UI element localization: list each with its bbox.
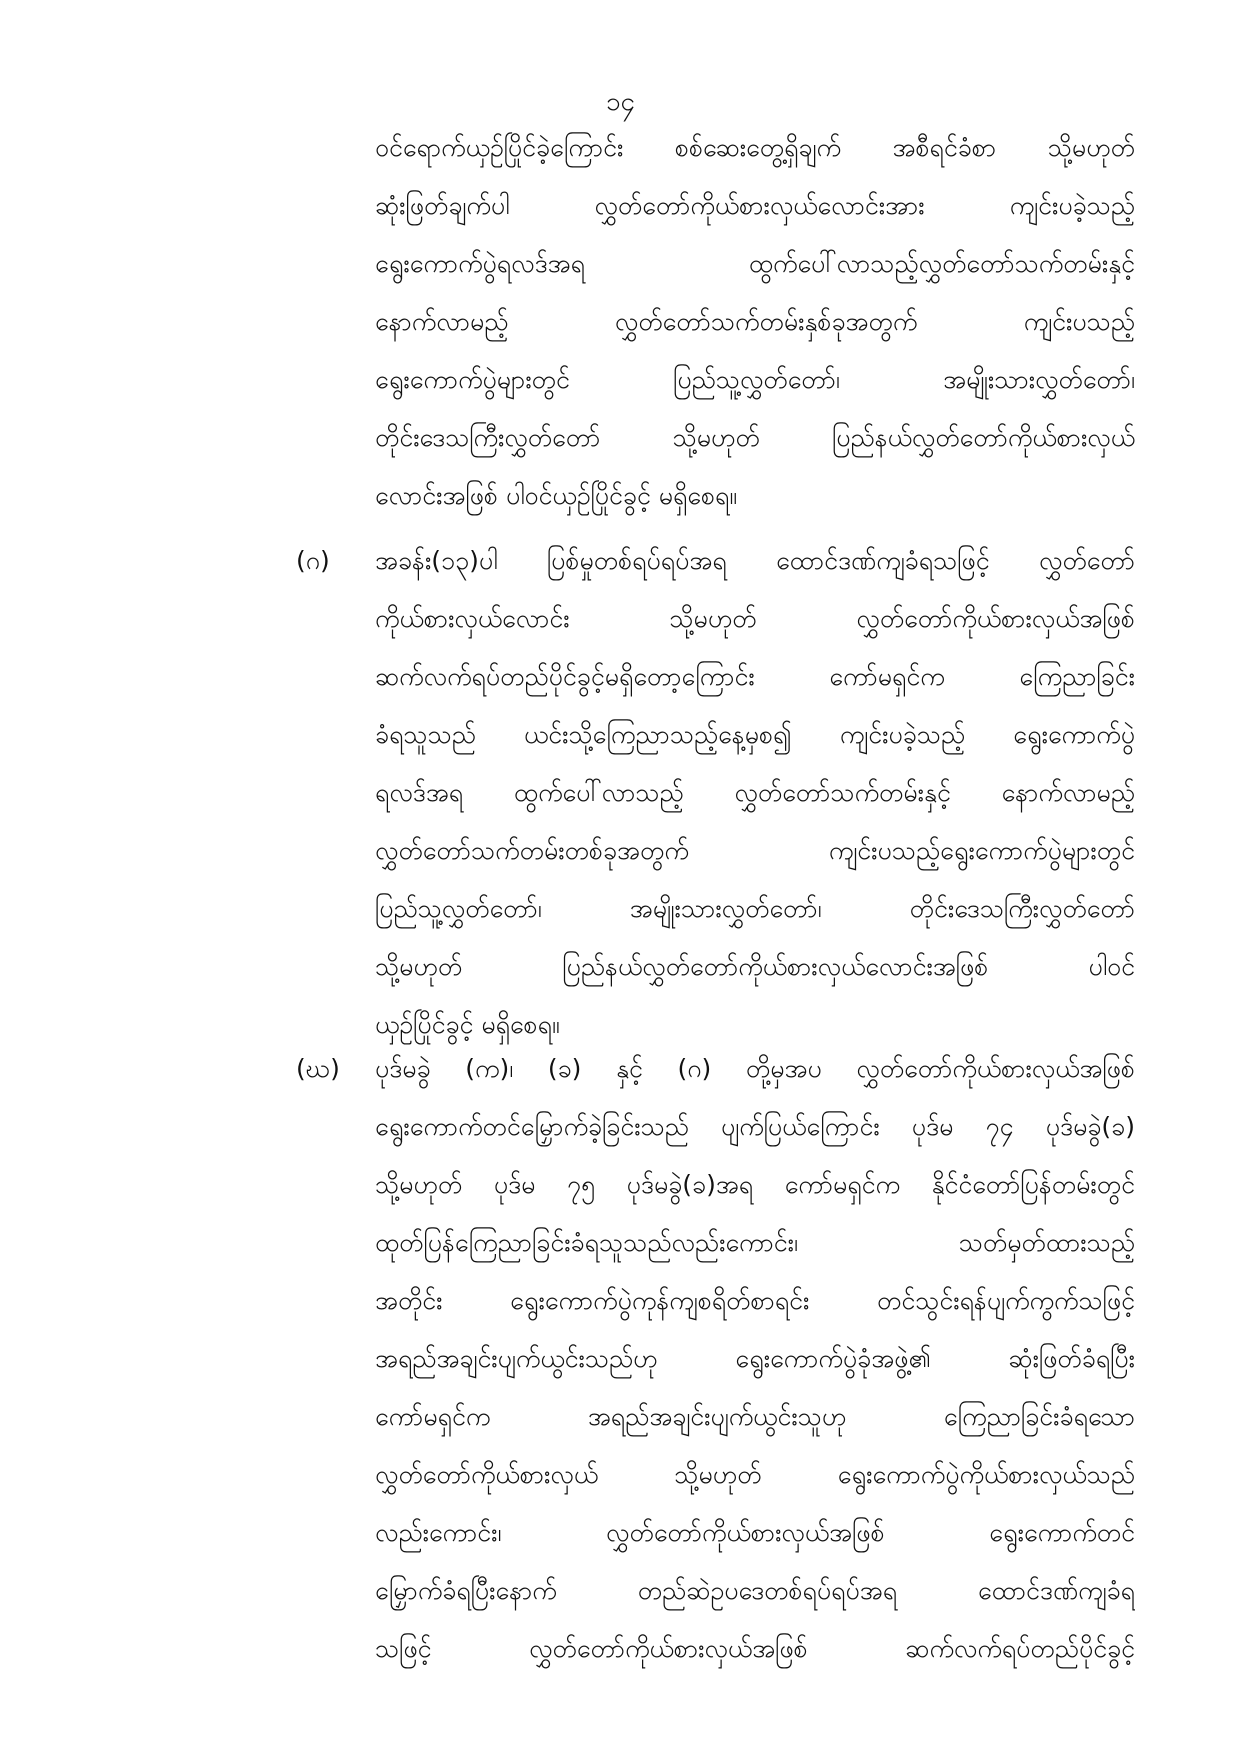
paragraph-line: ခံရသူသည် ယင်းသို့ကြေညာသည့်နေ့မှစ၍ ကျင်းပခဲ့သည့် ရွေးကောက်ပွဲ xyxy=(375,720,1135,749)
paragraph-line: မြှောက်ခံရပြီးနောက် တည်ဆဲဥပဒေတစ်ရပ်ရပ်အရ ထောင်ဒဏ်ကျခံရ xyxy=(375,1576,1135,1605)
paragraph-line: လွှတ်တော်သက်တမ်းတစ်ခုအတွက် ကျင်းပသည့်ရွေးကောက်ပွဲများတွင် xyxy=(375,836,1135,865)
paragraph-line: ထုတ်ပြန်ကြေညာခြင်းခံရသူသည်လည်းကောင်း၊ သတ်မှတ်ထားသည့် xyxy=(375,1228,1135,1257)
paragraph-line: အခန်း(၁၃)ပါ ပြစ်မှုတစ်ရပ်ရပ်အရ ထောင်ဒဏ်ကျခံရသဖြင့် လွှတ်တော် xyxy=(375,546,1135,575)
paragraph-line: ကော်မရှင်က အရည်အချင်းပျက်ယွင်းသူဟု ကြေညာခြင်းခံရသော xyxy=(375,1402,1135,1431)
item-label-ga: (ဂ) xyxy=(296,546,330,575)
paragraph-line: နောက်လာမည့် လွှတ်တော်သက်တမ်းနှစ်ခုအတွက် ကျင်းပသည့် xyxy=(375,307,1135,336)
paragraph-line: သဖြင့် လွှတ်တော်ကိုယ်စားလှယ်အဖြစ် ဆက်လက်ရပ်တည်ပိုင်ခွင့် xyxy=(375,1634,1135,1663)
paragraph-line: ယှဉ်ပြိုင်ခွင့် မရှိစေရ။ xyxy=(375,1010,560,1039)
paragraph-line: ပြည်သူ့လွှတ်တော်၊ အမျိုးသားလွှတ်တော်၊ တိုင်းဒေသကြီးလွှတ်တော် xyxy=(375,894,1135,923)
item-gha-paragraph xyxy=(375,1040,1135,1678)
paragraph-line: လည်းကောင်း၊ လွှတ်တော်ကိုယ်စားလှယ်အဖြစ် ရွေးကောက်တင် xyxy=(375,1518,1135,1547)
paragraph-line: ဆက်လက်ရပ်တည်ပိုင်ခွင့်မရှိတော့ကြောင်း ကော်မရှင်က ကြေညာခြင်း xyxy=(375,662,1135,691)
paragraph-line: တိုင်းဒေသကြီးလွှတ်တော် သို့မဟုတ် ပြည်နယ်လွှတ်တော်ကိုယ်စားလှယ် xyxy=(375,423,1135,452)
paragraph-line: ဆုံးဖြတ်ချက်ပါ လွှတ်တော်ကိုယ်စားလှယ်လောင်းအား ကျင်းပခဲ့သည့် xyxy=(375,191,1135,220)
item-label-gha: (ဃ) xyxy=(296,1054,340,1083)
paragraph-line: ရွေးကောက်ပွဲများတွင် ပြည်သူ့လွှတ်တော်၊ အမျိုးသားလွှတ်တော်၊ xyxy=(375,365,1135,394)
page-number: ၁၄ xyxy=(605,87,636,117)
paragraph-line: ရွေးကောက်တင်မြှောက်ခဲ့ခြင်းသည် ပျက်ပြယ်ကြောင်း ပုဒ်မ ၇၄ ပုဒ်မခွဲ(ခ) xyxy=(375,1112,1135,1141)
continuation-paragraph xyxy=(375,119,1135,525)
item-ga-paragraph xyxy=(375,532,1135,1054)
paragraph-line: သို့မဟုတ် ပုဒ်မ ၇၅ ပုဒ်မခွဲ(ခ)အရ ကော်မရှင်က နိုင်ငံတော်ပြန်တမ်းတွင် xyxy=(375,1170,1135,1199)
paragraph-line: ဝင်ရောက်ယှဉ်ပြိုင်ခဲ့ကြောင်း စစ်ဆေးတွေ့ရှိချက် အစီရင်ခံစာ သို့မဟုတ် xyxy=(375,133,1135,162)
paragraph-line: ရလဒ်အရ ထွက်ပေါ်လာသည့် လွှတ်တော်သက်တမ်းနှင့် နောက်လာမည့် xyxy=(375,778,1135,807)
paragraph-line: ရွေးကောက်ပွဲရလဒ်အရ ထွက်ပေါ်လာသည့်လွှတ်တော်သက်တမ်းနှင့် xyxy=(375,249,1135,278)
paragraph-line: အတိုင်း ရွေးကောက်ပွဲကုန်ကျစရိတ်စာရင်း တင်သွင်းရန်ပျက်ကွက်သဖြင့် xyxy=(375,1286,1135,1315)
paragraph-line: လွှတ်တော်ကိုယ်စားလှယ် သို့မဟုတ် ရွေးကောက်ပွဲကိုယ်စားလှယ်သည် xyxy=(375,1460,1135,1489)
paragraph-line: ပုဒ်မခွဲ (က)၊ (ခ) နှင့် (ဂ) တို့မှအပ လွှတ်တော်ကိုယ်စားလှယ်အဖြစ် xyxy=(375,1054,1135,1083)
paragraph-line: အရည်အချင်းပျက်ယွင်းသည်ဟု ရွေးကောက်ပွဲခုံအဖွဲ့၏ ဆုံးဖြတ်ခံရပြီး xyxy=(375,1344,1135,1373)
paragraph-line: ကိုယ်စားလှယ်လောင်း သို့မဟုတ် လွှတ်တော်ကိုယ်စားလှယ်အဖြစ် xyxy=(375,604,1135,633)
paragraph-line: သို့မဟုတ် ပြည်နယ်လွှတ်တော်ကိုယ်စားလှယ်လောင်းအဖြစ် ပါဝင် xyxy=(375,952,1135,981)
paragraph-line: လောင်းအဖြစ် ပါဝင်ယှဉ်ပြိုင်ခွင့် မရှိစေရ။ xyxy=(375,481,737,510)
